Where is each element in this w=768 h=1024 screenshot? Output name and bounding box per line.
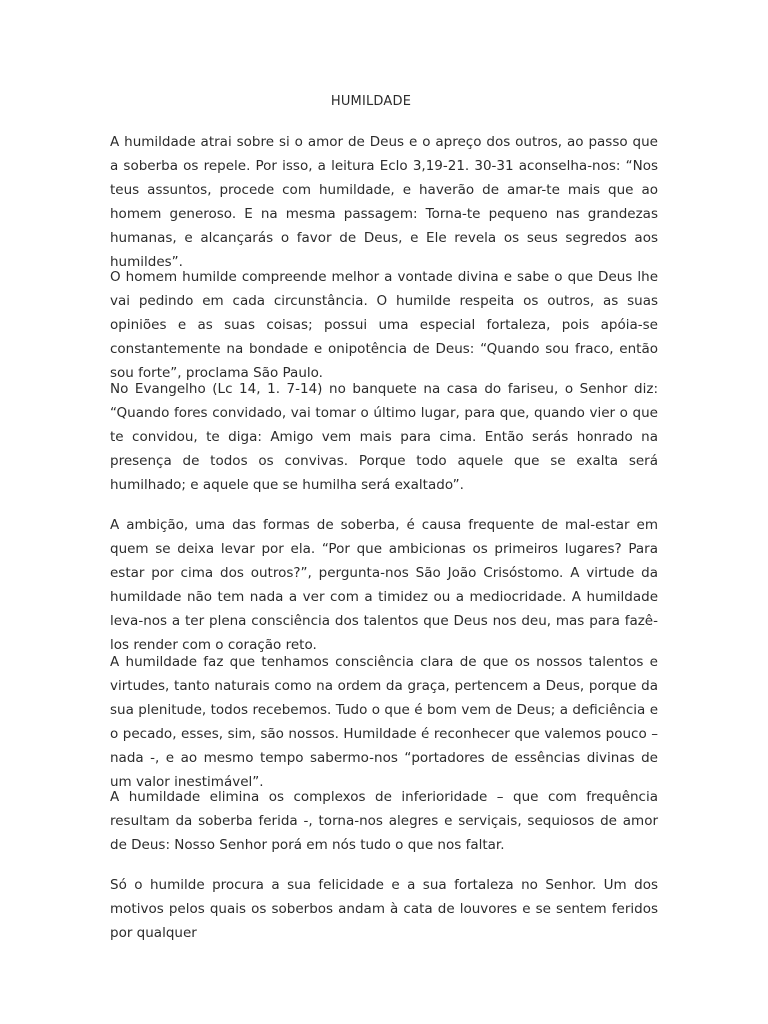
paragraph-6: A humildade elimina os complexos de inferioridade – que com frequência resultam da soberba ferida -, torna-nos alegres e serviçais, sequiosos de amor de Deus: Nosso Senhor porá em nós tudo o que nos faltar. xyxy=(110,789,658,853)
document-title: HUMILDADE xyxy=(330,94,412,109)
paragraph-1: A humildade atrai sobre si o amor de Deus e o apreço dos outros, ao passo que a soberba os repele. Por isso, a leitura Eclo 3,19-21. 30-31 aconselha-nos: “Nos teus assuntos, procede com humildade, e haverão de amar-te mais que ao homem generoso. E na mesma passagem: Torna-te pequeno nas grandezas humanas, e alcançarás o favor de Deus, e Ele revela os seus segredos aos humildes”. xyxy=(110,134,658,270)
paragraph-5: A humildade faz que tenhamos consciência clara de que os nossos talentos e virtudes, tanto naturais como na ordem da graça, pertencem a Deus, porque da sua plenitude, todos recebemos. Tudo o que é bom vem de Deus; a deficiência e o pecado, esses, sim, são nossos. Humildade é reconhecer que valemos pouco – nada -, e ao mesmo tempo sabermo-nos “portadores de essências divinas de um valor inestimável”. xyxy=(110,654,658,790)
paragraph-3: No Evangelho (Lc 14, 1. 7-14) no banquete na casa do fariseu, o Senhor diz: “Quando fores convidado, vai tomar o último lugar, para que, quando vier o que te convidou, te diga: Amigo vem mais para cima. Então serás honrado na presença de todos os convivas. Porque todo aquele que se exalta será humilhado; e aquele que se humilha será exaltado”. xyxy=(110,381,658,493)
paragraph-7: Só o humilde procura a sua felicidade e a sua fortaleza no Senhor. Um dos motivos pelos quais os soberbos andam à cata de louvores e se sentem feridos por qualquer xyxy=(110,877,658,941)
paragraph-2: O homem humilde compreende melhor a vontade divina e sabe o que Deus lhe vai pedindo em cada circunstância. O humilde respeita os outros, as suas opiniões e as suas coisas; possui uma especial fortaleza, pois apóia-se constantemente na bondade e onipotência de Deus: “Quando sou fraco, então sou forte”, proclama São Paulo. xyxy=(110,269,658,381)
paragraph-4: A ambição, uma das formas de soberba, é causa frequente de mal-estar em quem se deixa levar por ela. “Por que ambicionas os primeiros lugares? Para estar por cima dos outros?”, pergunta-nos São João Crisóstomo. A virtude da humildade não tem nada a ver com a timidez ou a mediocridade. A humildade leva-nos a ter plena consciência dos talentos que Deus nos deu, mas para fazê-los render com o coração reto. xyxy=(110,517,658,653)
